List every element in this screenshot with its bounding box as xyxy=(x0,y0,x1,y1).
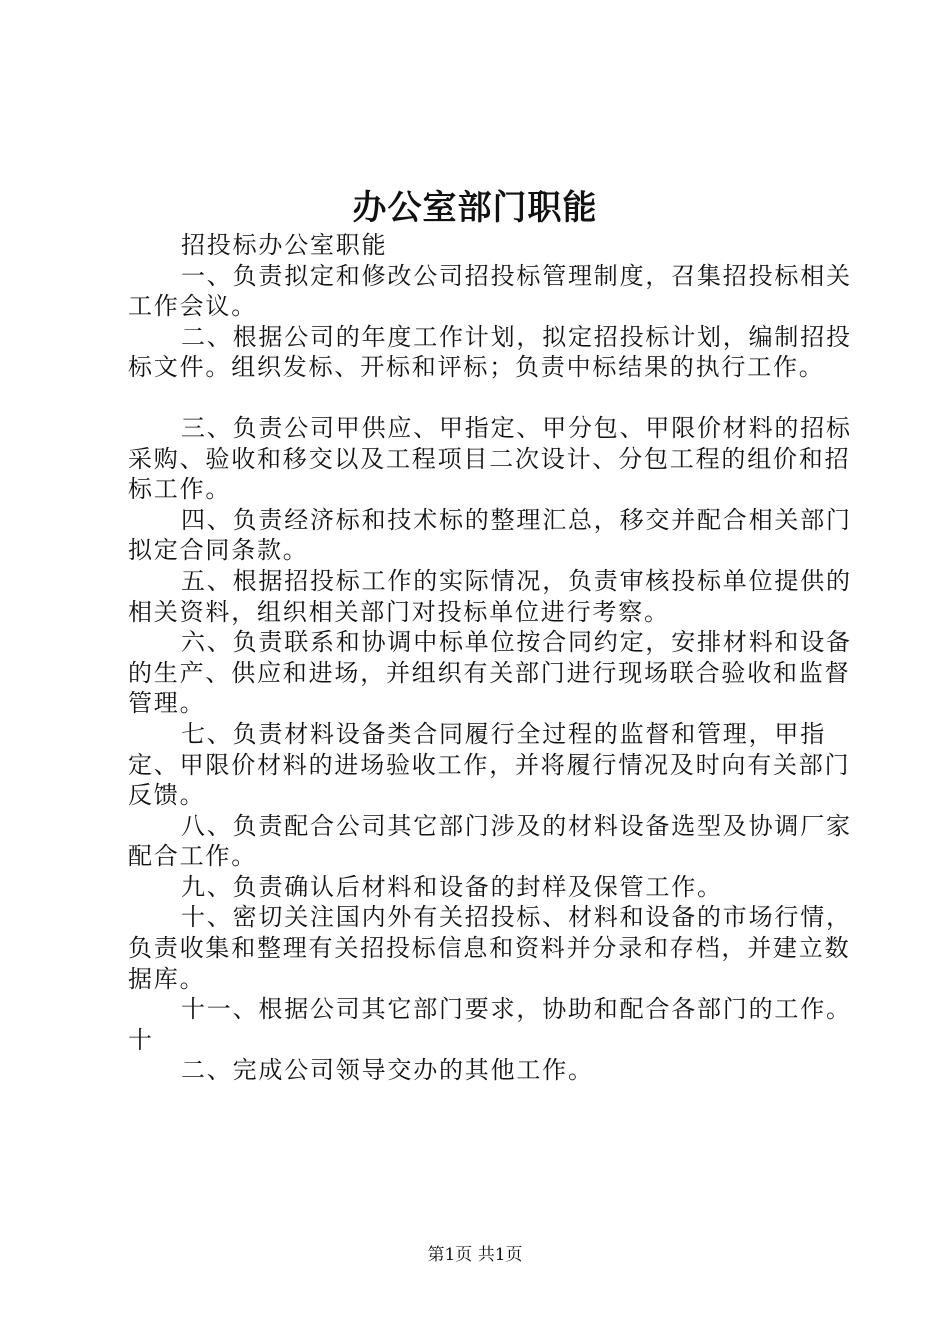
paragraph-9: 九、负责确认后材料和设备的封样及保管工作。 xyxy=(181,872,723,901)
paragraph-5: 五、根据招投标工作的实际情况，负责审核投标单位提供的相关资料，组织相关部门对投标单位进行考察。 xyxy=(128,566,852,626)
paragraph-4: 四、负责经济标和技术标的整理汇总，移交并配合相关部门拟定合同条款。 xyxy=(128,505,852,565)
paragraph-7: 七、负责材料设备类合同履行全过程的监督和管理，甲指定、甲限价材料的进场验收工作，并将履行情况及时向有关部门反馈。 xyxy=(128,719,851,810)
paragraph-12: 二、完成公司领导交办的其他工作。 xyxy=(181,1056,594,1085)
paragraph-8: 八、负责配合公司其它部门涉及的材料设备选型及协调厂家配合工作。 xyxy=(128,811,852,871)
paragraph-10: 十、密切关注国内外有关招投标、材料和设备的市场行情，负责收集和整理有关招投标信息和资料并分录和存档，并建立数据库。 xyxy=(128,903,852,993)
page-footer: 第1页 共1页 xyxy=(427,1245,523,1265)
paragraph-2: 二、根据公司的年度工作计划，拟定招投标计划，编制招投标文件。组织发标、开标和评标；负责中标结果的执行工作。 xyxy=(128,322,852,382)
document-body xyxy=(128,230,852,1086)
paragraph-1: 一、负责拟定和修改公司招投标管理制度，召集招投标相关工作会议。 xyxy=(128,261,852,321)
paragraph-3: 三、负责公司甲供应、甲指定、甲分包、甲限价材料的招标采购、验收和移交以及工程项目二次设计、分包工程的组价和招标工作。 xyxy=(128,413,852,504)
paragraph-6: 六、负责联系和协调中标单位按合同约定，安排材料和设备的生产、供应和进场，并组织有关部门进行现场联合验收和监督管理。 xyxy=(128,628,852,718)
section-heading: 招投标办公室职能 xyxy=(181,231,388,259)
paragraph-11: 十一、根据公司其它部门要求，协助和配合各部门的工作。十 xyxy=(128,995,852,1054)
document-title: 办公室部门职能 xyxy=(352,188,598,228)
